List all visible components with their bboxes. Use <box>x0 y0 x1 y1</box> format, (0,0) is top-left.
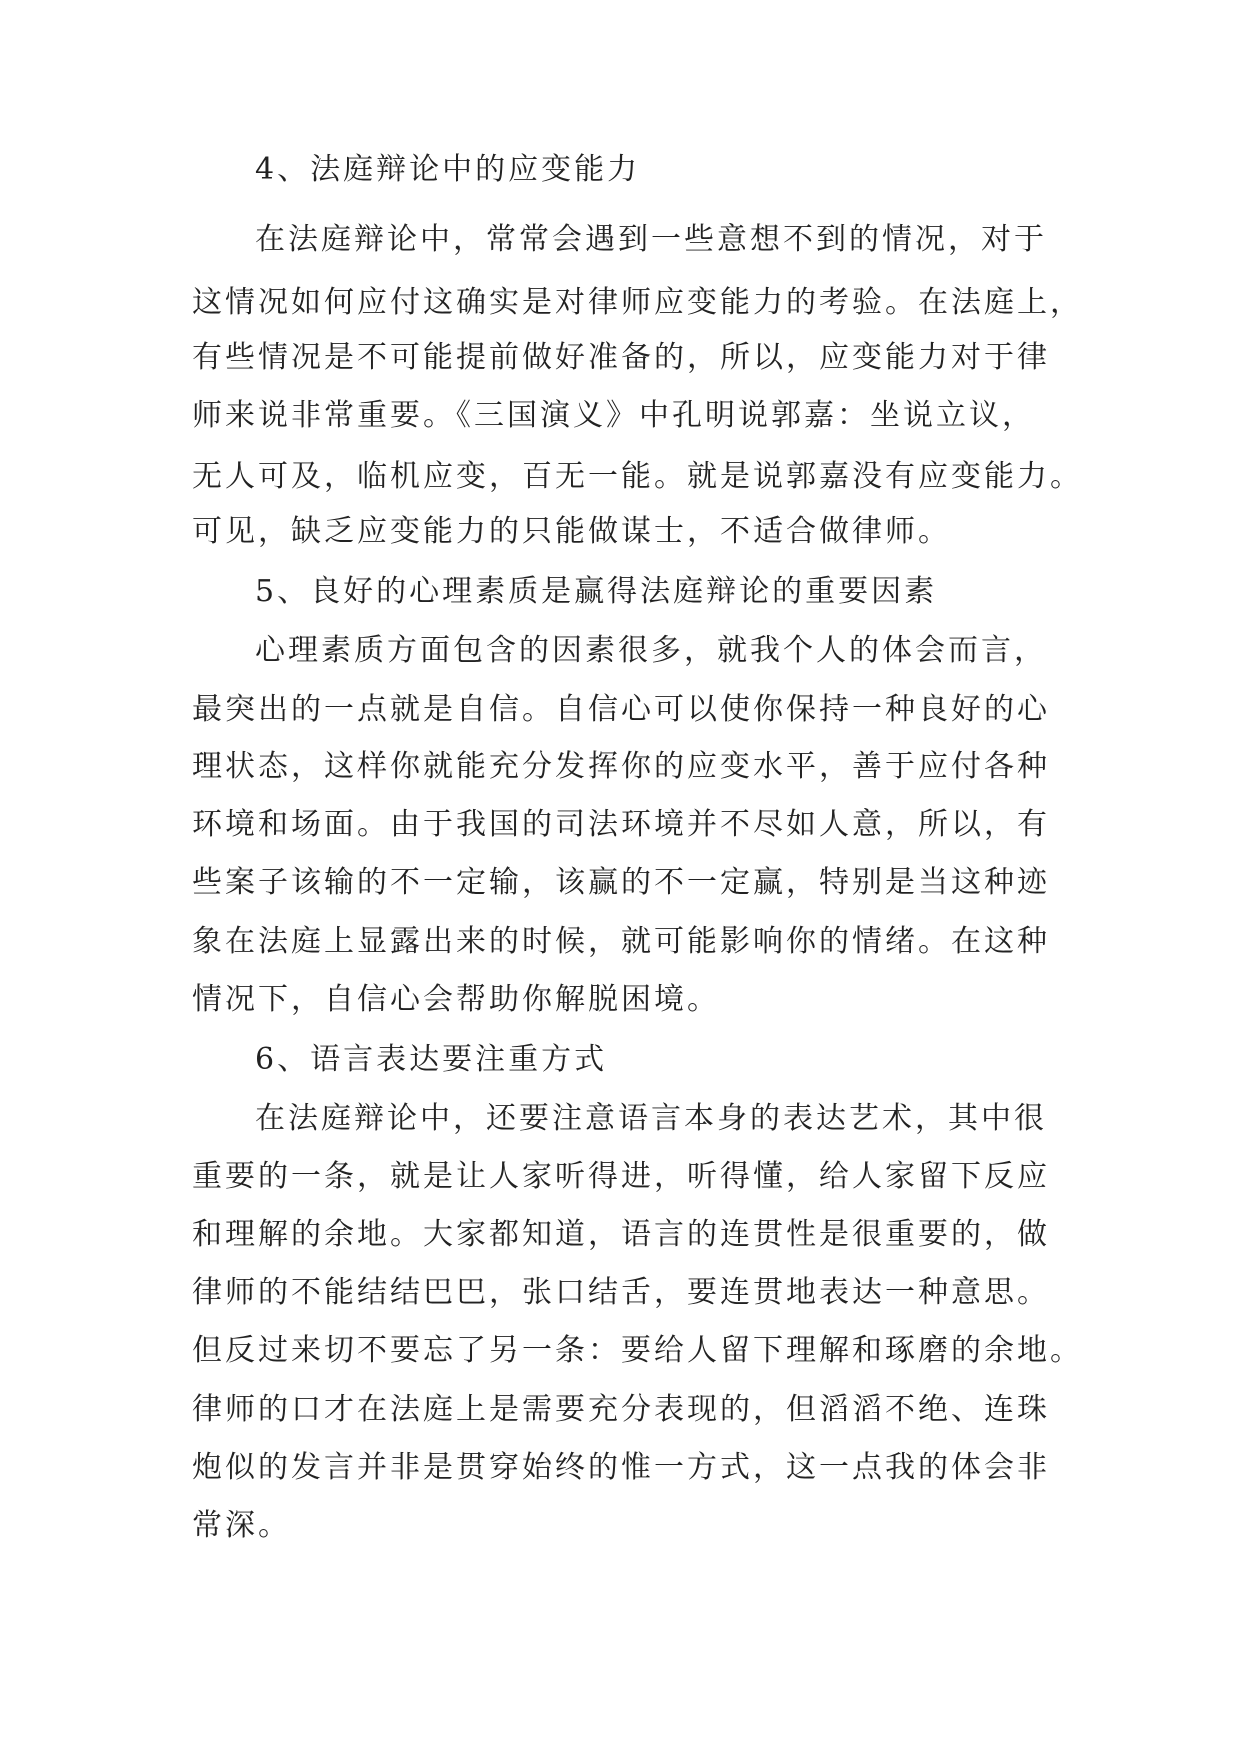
section-heading: 5、良好的心理素质是赢得法庭辩论的重要因素 <box>255 574 938 609</box>
paragraph-line: 律师的口才在法庭上是需要充分表现的，但滔滔不绝、连珠 <box>192 1392 1050 1427</box>
paragraph-line: 理状态，这样你就能充分发挥你的应变水平，善于应付各种 <box>192 749 1050 784</box>
paragraph-line: 最突出的一点就是自信。自信心可以使你保持一种良好的心 <box>192 692 1050 727</box>
paragraph-line: 可见，缺乏应变能力的只能做谋士，不适合做律师。 <box>192 514 951 549</box>
paragraph-line: 情况下，自信心会帮助你解脱困境。 <box>192 982 720 1017</box>
paragraph-line: 有些情况是不可能提前做好准备的，所以，应变能力对于律 <box>192 340 1050 375</box>
section-heading: 4、法庭辩论中的应变能力 <box>255 152 641 187</box>
paragraph-line: 在法庭辩论中，常常会遇到一些意想不到的情况，对于 <box>255 222 1047 257</box>
paragraph-line: 重要的一条，就是让人家听得进，听得懂，给人家留下反应 <box>192 1159 1050 1194</box>
paragraph-line: 这情况如何应付这确实是对律师应变能力的考验。在法庭上， <box>192 285 1083 320</box>
paragraph-line: 些案子该输的不一定输，该赢的不一定赢，特别是当这种迹 <box>192 865 1050 900</box>
paragraph-line: 和理解的余地。大家都知道，语言的连贯性是很重要的，做 <box>192 1217 1050 1252</box>
section-heading: 6、语言表达要注重方式 <box>255 1042 608 1077</box>
paragraph-line: 象在法庭上显露出来的时候，就可能影响你的情绪。在这种 <box>192 924 1050 959</box>
paragraph-line: 律师的不能结结巴巴，张口结舌，要连贯地表达一种意思。 <box>192 1275 1050 1310</box>
paragraph-line: 师来说非常重要。《三国演义》中孔明说郭嘉：坐说立议， <box>192 398 1035 433</box>
paragraph-line: 常深。 <box>192 1508 291 1543</box>
paragraph-line: 环境和场面。由于我国的司法环境并不尽如人意，所以，有 <box>192 807 1050 842</box>
paragraph-line: 无人可及，临机应变，百无一能。就是说郭嘉没有应变能力。 <box>192 459 1083 494</box>
paragraph-line: 但反过来切不要忘了另一条：要给人留下理解和琢磨的余地。 <box>192 1333 1083 1368</box>
paragraph-line: 炮似的发言并非是贯穿始终的惟一方式，这一点我的体会非 <box>192 1450 1050 1485</box>
paragraph-line: 在法庭辩论中，还要注意语言本身的表达艺术，其中很 <box>255 1101 1047 1136</box>
paragraph-line: 心理素质方面包含的因素很多，就我个人的体会而言， <box>255 633 1047 668</box>
